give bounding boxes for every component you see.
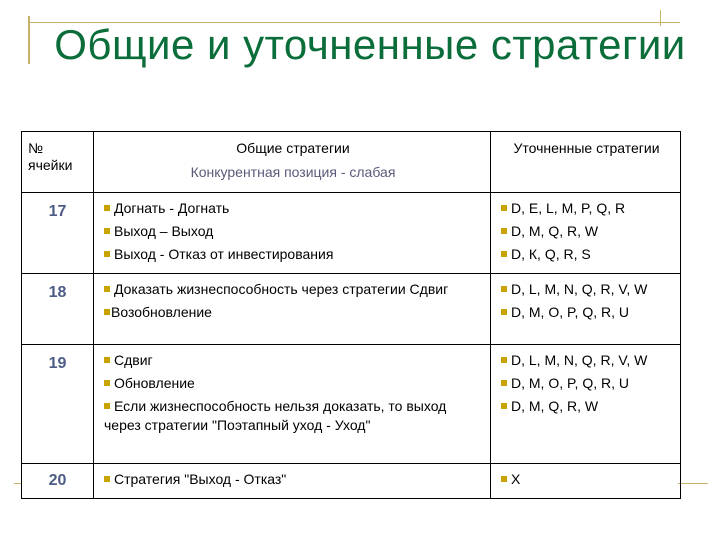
bullet-icon (501, 205, 507, 211)
list-item: D, M, Q, R, W (501, 222, 674, 241)
list-item: D, L, M, N, Q, R, V, W (501, 351, 674, 370)
list-item: Возобновление (104, 303, 484, 322)
bullet-icon (501, 251, 507, 257)
table-row (22, 345, 681, 464)
list-item: D, M, O, P, Q, R, U (501, 303, 674, 322)
list-item: Выход – Выход (104, 222, 484, 241)
decorative-line-bottom-right (678, 483, 708, 484)
header-refined-label: Уточненные стратегии (513, 140, 660, 156)
list-item: Обновление (104, 374, 484, 393)
bullet-icon (501, 357, 507, 363)
bullet-icon (104, 205, 110, 211)
list-item: Если жизнеспособность нельзя доказать, то выход через стратегии "Поэтапный уход - Уход" (104, 398, 447, 433)
header-cell-number-label: № ячейки (28, 140, 73, 173)
table-header-row (22, 132, 681, 193)
header-general-label: Общие стратегии (236, 140, 350, 156)
row-number: 18 (48, 284, 67, 301)
list-item: Стратегия "Выход - Отказ" (104, 470, 484, 489)
list-item: X (501, 470, 674, 489)
list-item: D, L, M, N, Q, R, V, W (501, 280, 674, 299)
list-item: D, M, O, P, Q, R, U (501, 374, 674, 393)
bullet-icon (104, 403, 110, 409)
list-item: D, К, Q, R, S (501, 245, 674, 264)
table-row (22, 274, 681, 345)
bullet-icon (501, 309, 507, 315)
list-item: D, M, Q, R, W (501, 397, 674, 416)
decorative-line-left (28, 16, 30, 64)
list-item: Доказать жизнеспособность через стратегии Сдвиг (104, 280, 484, 299)
table-row (22, 464, 681, 499)
header-cell-refined (491, 132, 681, 193)
list-item: Выход - Отказ от инвестирования (104, 245, 484, 264)
header-general-subtitle: Конкурентная позиция - слабая (190, 164, 396, 180)
bullet-icon (501, 380, 507, 386)
bullet-icon (501, 403, 507, 409)
bullet-icon (104, 309, 110, 315)
bullet-icon (104, 228, 110, 234)
bullet-icon (104, 286, 110, 292)
list-item: Сдвиг (104, 351, 484, 370)
header-cell-number (22, 132, 94, 193)
bullet-icon (501, 476, 507, 482)
strategy-table (21, 131, 681, 499)
slide-title: Общие и уточненные стратегии (54, 21, 686, 68)
bullet-icon (104, 380, 110, 386)
row-number: 19 (48, 355, 67, 372)
list-item: Догнать - Догнать (104, 199, 484, 218)
bullet-icon (501, 228, 507, 234)
header-cell-general (94, 132, 491, 193)
bullet-icon (104, 251, 110, 257)
row-number: 17 (48, 203, 67, 220)
bullet-icon (104, 476, 110, 482)
list-item: D, E, L, M, P, Q, R (501, 199, 674, 218)
row-number: 20 (48, 472, 67, 489)
bullet-icon (104, 357, 110, 363)
table-row (22, 193, 681, 274)
bullet-icon (501, 286, 507, 292)
